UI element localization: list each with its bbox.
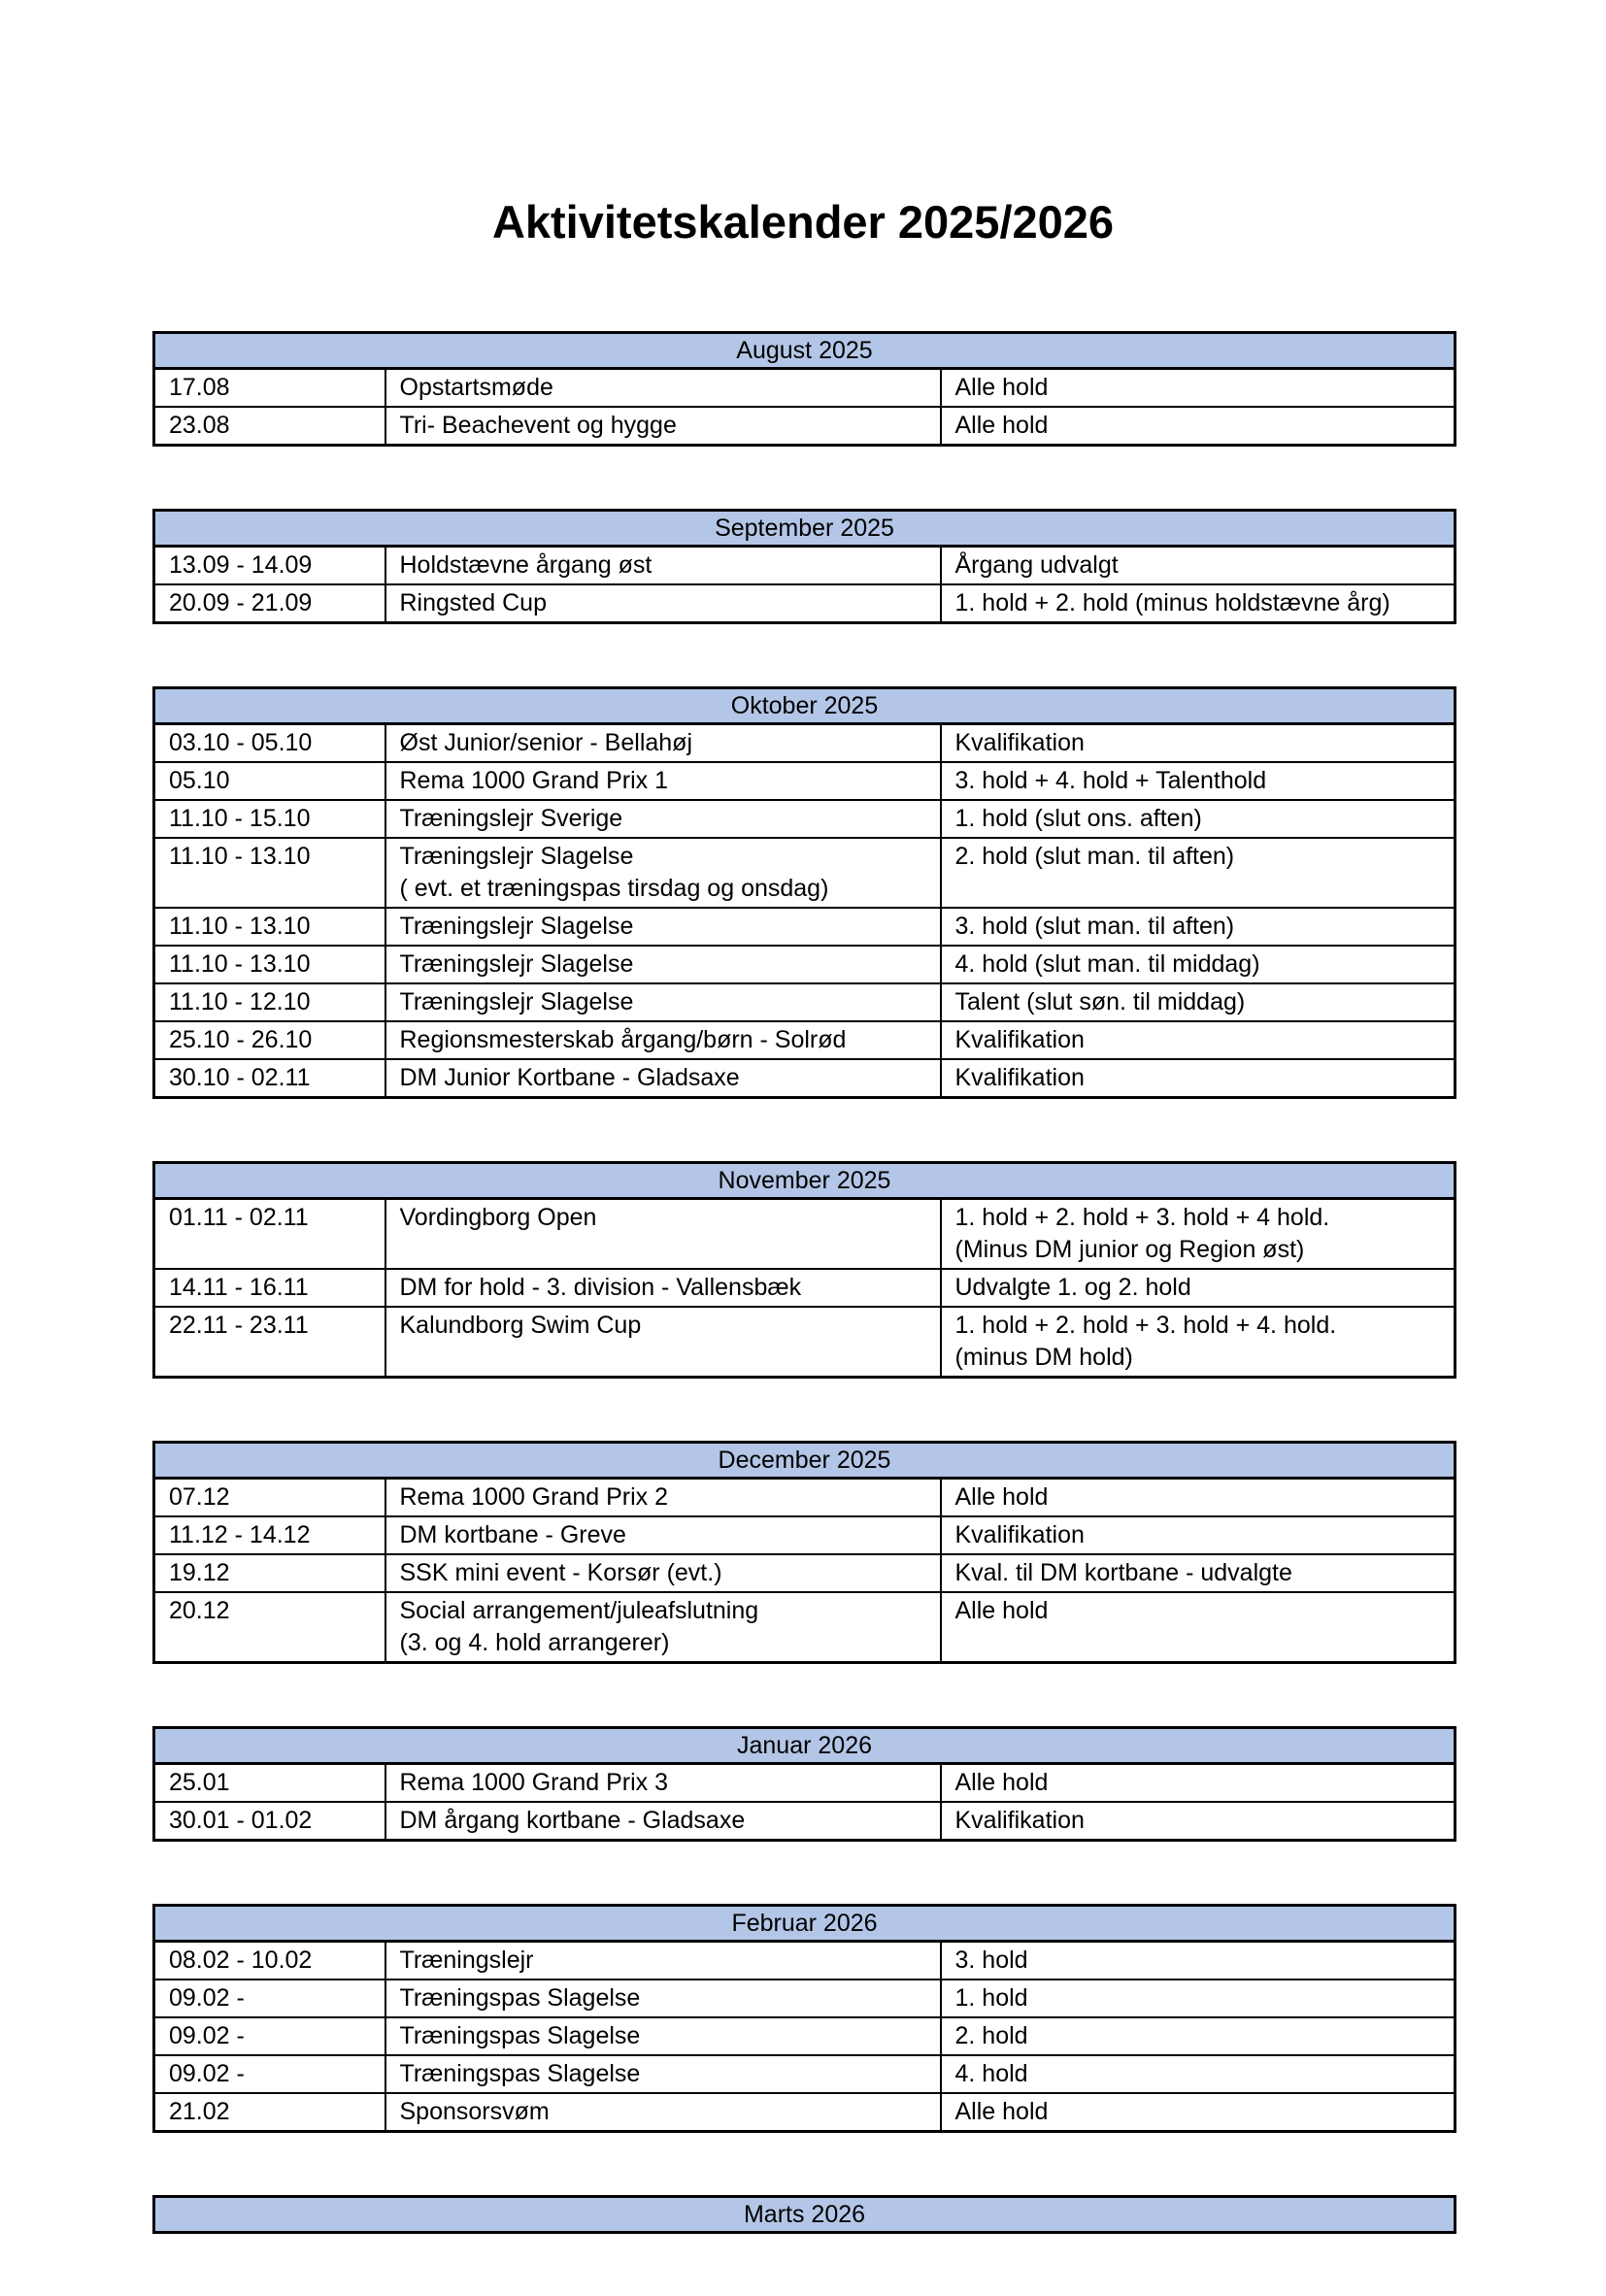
event-name: [385, 369, 941, 408]
event-participants-line: Kvalifikation: [954, 1807, 1085, 1834]
event-name-line: Rema 1000 Grand Prix 3: [399, 1769, 669, 1796]
event-name-line: Træningslejr Sverige: [399, 805, 623, 832]
event-participants: [941, 584, 1455, 623]
event-participants-line: Årgang udvalgt: [954, 551, 1119, 579]
event-participants: [941, 407, 1455, 446]
event-participants-line: Alle hold: [954, 1769, 1049, 1796]
event-date: 11.10 - 13.10: [154, 946, 385, 983]
event-date: 09.02 -: [154, 1980, 385, 2017]
event-name: [385, 1269, 941, 1307]
event-name: [385, 838, 941, 908]
event-date: 20.12: [154, 1592, 385, 1663]
event-name-line: Vordingborg Open: [399, 1204, 597, 1231]
table-row: [154, 2093, 1455, 2132]
event-name-line: Ringsted Cup: [399, 589, 547, 616]
event-date: 30.10 - 02.11: [154, 1059, 385, 1098]
event-participants-line: 4. hold: [954, 2060, 1028, 2087]
event-date: 11.10 - 12.10: [154, 983, 385, 1021]
event-participants: [941, 2017, 1455, 2055]
table-row: [154, 1479, 1455, 1517]
event-name: [385, 584, 941, 623]
event-date: 03.10 - 05.10: [154, 724, 385, 763]
event-participants: [941, 1802, 1455, 1841]
event-name-line: Træningspas Slagelse: [399, 2022, 641, 2049]
event-participants: [941, 2093, 1455, 2132]
month-header: Oktober 2025: [154, 688, 1455, 724]
event-name: [385, 1199, 941, 1270]
event-participants: [941, 1479, 1455, 1517]
event-date: 23.08: [154, 407, 385, 446]
event-name: [385, 724, 941, 763]
month-table: [152, 1726, 1456, 1842]
event-participants-line: Kvalifikation: [954, 729, 1085, 756]
event-participants: [941, 800, 1455, 838]
table-row: [154, 762, 1455, 800]
event-participants: [941, 1269, 1455, 1307]
event-participants-line: Kvalifikation: [954, 1026, 1085, 1053]
event-date: 30.01 - 01.02: [154, 1802, 385, 1841]
event-name: [385, 1980, 941, 2017]
event-name: [385, 1802, 941, 1841]
event-participants-line: 2. hold: [954, 2022, 1028, 2049]
event-name: [385, 1764, 941, 1803]
event-name-line: Træningslejr Slagelse: [399, 843, 634, 870]
month-table: [152, 1441, 1456, 1664]
event-participants-line: Kval. til DM kortbane - udvalgte: [954, 1559, 1292, 1586]
event-participants: [941, 2055, 1455, 2093]
event-name: [385, 407, 941, 446]
event-name: [385, 1592, 941, 1663]
event-participants: [941, 908, 1455, 946]
event-participants: [941, 1764, 1455, 1803]
month-table: [152, 1904, 1456, 2133]
event-participants: [941, 1516, 1455, 1554]
table-row: [154, 1516, 1455, 1554]
event-name: [385, 547, 941, 585]
event-participants-line: Kvalifikation: [954, 1064, 1085, 1091]
event-date: 21.02: [154, 2093, 385, 2132]
event-date: 25.10 - 26.10: [154, 1021, 385, 1059]
month-table: [152, 686, 1456, 1099]
event-participants: [941, 724, 1455, 763]
event-participants-line: 2. hold (slut man. til aften): [954, 843, 1235, 870]
table-row: [154, 800, 1455, 838]
event-name-line: Rema 1000 Grand Prix 1: [399, 767, 669, 794]
event-name: [385, 2055, 941, 2093]
event-date: 09.02 -: [154, 2017, 385, 2055]
event-participants-line: Alle hold: [954, 1483, 1049, 1511]
month-header: November 2025: [154, 1163, 1455, 1199]
event-name-line: Træningspas Slagelse: [399, 1984, 641, 2012]
event-name-line: Social arrangement/juleafslutning: [399, 1597, 759, 1624]
event-date: 13.09 - 14.09: [154, 547, 385, 585]
event-participants-line: 4. hold (slut man. til middag): [954, 950, 1260, 978]
event-name: [385, 1516, 941, 1554]
event-name-line: ( evt. et træningspas tirsdag og onsdag): [399, 875, 829, 902]
event-name-line: DM Junior Kortbane - Gladsaxe: [399, 1064, 740, 1091]
event-participants-line: (minus DM hold): [954, 1344, 1133, 1371]
table-row: [154, 2055, 1455, 2093]
table-row: [154, 1980, 1455, 2017]
table-row: [154, 1059, 1455, 1098]
event-participants: [941, 1554, 1455, 1592]
table-row: [154, 369, 1455, 408]
event-date: 25.01: [154, 1764, 385, 1803]
event-name: [385, 1479, 941, 1517]
event-participants-line: 1. hold + 2. hold + 3. hold + 4. hold.: [954, 1312, 1337, 1339]
event-participants-line: Alle hold: [954, 374, 1049, 401]
table-row: [154, 1592, 1455, 1663]
calendar-content: [152, 331, 1454, 2296]
month-table: [152, 1161, 1456, 1379]
event-name-line: Træningslejr Slagelse: [399, 988, 634, 1015]
event-participants: [941, 1199, 1455, 1270]
event-participants-line: 3. hold: [954, 1947, 1028, 1974]
event-participants-line: 1. hold + 2. hold (minus holdstævne årg): [954, 589, 1390, 616]
table-row: [154, 1554, 1455, 1592]
event-name-line: Sponsorsvøm: [399, 2098, 550, 2125]
event-name-line: Træningspas Slagelse: [399, 2060, 641, 2087]
event-name: [385, 1021, 941, 1059]
event-participants: [941, 1592, 1455, 1663]
event-name-line: Opstartsmøde: [399, 374, 553, 401]
event-name-line: SSK mini event - Korsør (evt.): [399, 1559, 722, 1586]
event-participants: [941, 838, 1455, 908]
event-name: [385, 1554, 941, 1592]
table-row: [154, 1199, 1455, 1270]
event-participants-line: Kvalifikation: [954, 1521, 1085, 1548]
event-date: 11.10 - 15.10: [154, 800, 385, 838]
event-participants: [941, 1021, 1455, 1059]
event-name-line: DM kortbane - Greve: [399, 1521, 626, 1548]
event-date: 11.10 - 13.10: [154, 838, 385, 908]
event-participants-line: 3. hold + 4. hold + Talenthold: [954, 767, 1267, 794]
table-row: [154, 407, 1455, 446]
event-participants-line: 1. hold: [954, 1984, 1028, 2012]
event-participants: [941, 369, 1455, 408]
event-date: 22.11 - 23.11: [154, 1307, 385, 1378]
event-date: 11.12 - 14.12: [154, 1516, 385, 1554]
event-participants: [941, 983, 1455, 1021]
month-header: Januar 2026: [154, 1728, 1455, 1764]
table-row: [154, 983, 1455, 1021]
event-participants: [941, 1307, 1455, 1378]
table-row: [154, 908, 1455, 946]
table-row: [154, 946, 1455, 983]
event-participants-line: 1. hold (slut ons. aften): [954, 805, 1202, 832]
event-name: [385, 1059, 941, 1098]
table-row: [154, 584, 1455, 623]
table-row: [154, 1307, 1455, 1378]
event-name-line: Øst Junior/senior - Bellahøj: [399, 729, 693, 756]
page-title: Aktivitetskalender 2025/2026: [491, 196, 1115, 249]
table-row: [154, 547, 1455, 585]
event-date: 11.10 - 13.10: [154, 908, 385, 946]
event-date: 01.11 - 02.11: [154, 1199, 385, 1270]
month-header: Februar 2026: [154, 1906, 1455, 1942]
month-header: September 2025: [154, 511, 1455, 547]
event-participants: [941, 1059, 1455, 1098]
event-date: 07.12: [154, 1479, 385, 1517]
event-name: [385, 908, 941, 946]
event-participants-line: (Minus DM junior og Region øst): [954, 1236, 1305, 1263]
event-participants: [941, 946, 1455, 983]
event-date: 17.08: [154, 369, 385, 408]
event-participants: [941, 547, 1455, 585]
event-participants-line: Alle hold: [954, 1597, 1049, 1624]
event-name-line: Kalundborg Swim Cup: [399, 1312, 642, 1339]
event-participants: [941, 1942, 1455, 1980]
event-name: [385, 983, 941, 1021]
table-row: [154, 1021, 1455, 1059]
table-row: [154, 2017, 1455, 2055]
table-row: [154, 838, 1455, 908]
event-participants-line: 1. hold + 2. hold + 3. hold + 4 hold.: [954, 1204, 1330, 1231]
event-date: 14.11 - 16.11: [154, 1269, 385, 1307]
event-participants-line: Talent (slut søn. til middag): [954, 988, 1246, 1015]
event-date: 20.09 - 21.09: [154, 584, 385, 623]
event-participants: [941, 1980, 1455, 2017]
event-name-line: Træningslejr: [399, 1947, 534, 1974]
month-table: [152, 2195, 1456, 2234]
event-name-line: Tri- Beachevent og hygge: [399, 412, 677, 439]
month-header: Marts 2026: [154, 2197, 1455, 2233]
table-row: [154, 1764, 1455, 1803]
event-participants-line: Udvalgte 1. og 2. hold: [954, 1274, 1191, 1301]
event-name: [385, 2017, 941, 2055]
event-date: 08.02 - 10.02: [154, 1942, 385, 1980]
event-participants-line: Alle hold: [954, 2098, 1049, 2125]
event-participants-line: 3. hold (slut man. til aften): [954, 913, 1235, 940]
event-name: [385, 800, 941, 838]
event-name: [385, 762, 941, 800]
event-name-line: Regionsmesterskab årgang/børn - Solrød: [399, 1026, 847, 1053]
event-name-line: Træningslejr Slagelse: [399, 950, 634, 978]
month-header: December 2025: [154, 1443, 1455, 1479]
event-name-line: Rema 1000 Grand Prix 2: [399, 1483, 669, 1511]
event-participants-line: Alle hold: [954, 412, 1049, 439]
table-row: [154, 1802, 1455, 1841]
event-name-line: DM årgang kortbane - Gladsaxe: [399, 1807, 746, 1834]
table-row: [154, 1942, 1455, 1980]
event-participants: [941, 762, 1455, 800]
event-name: [385, 946, 941, 983]
event-name-line: (3. og 4. hold arrangerer): [399, 1629, 670, 1656]
event-name: [385, 2093, 941, 2132]
month-table: [152, 509, 1456, 624]
month-header: August 2025: [154, 333, 1455, 369]
event-name: [385, 1307, 941, 1378]
event-date: 05.10: [154, 762, 385, 800]
table-row: [154, 1269, 1455, 1307]
event-date: 19.12: [154, 1554, 385, 1592]
event-name-line: Træningslejr Slagelse: [399, 913, 634, 940]
event-name: [385, 1942, 941, 1980]
event-name-line: DM for hold - 3. division - Vallensbæk: [399, 1274, 802, 1301]
event-date: 09.02 -: [154, 2055, 385, 2093]
event-name-line: Holdstævne årgang øst: [399, 551, 652, 579]
table-row: [154, 724, 1455, 763]
month-table: [152, 331, 1456, 447]
